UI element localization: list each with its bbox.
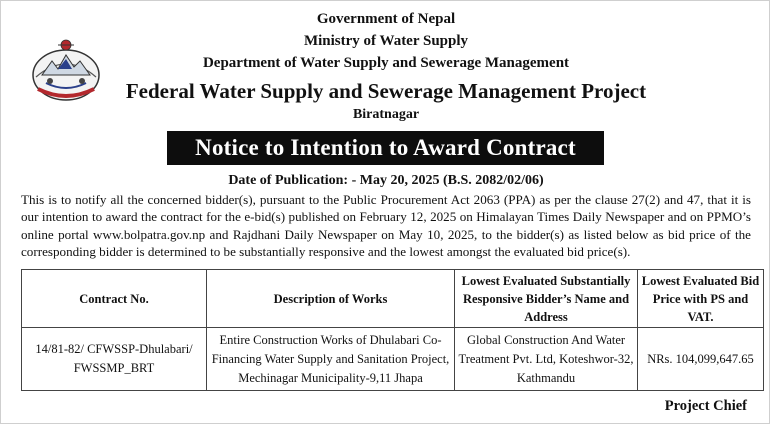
award-table: [21, 269, 764, 391]
table-header-row: [22, 270, 764, 328]
ministry-heading: Ministry of Water Supply: [303, 33, 469, 49]
cell-description: Entire Construction Works of Dhulabari Co-Financing Water Supply and Sanitation Project, Mechinagar Municipality-9,11 Jhapa: [207, 328, 455, 391]
notice-title-banner: Notice to Intention to Award Contract: [167, 131, 604, 165]
cell-contract-no: 14/81-82/ CFWSSP-Dhulabari/ FWSSMP_BRT: [22, 328, 207, 391]
project-title: Federal Water Supply and Sewerage Management Project: [125, 79, 647, 103]
notice-body-text: This is to notify all the concerned bidder(s), pursuant to the Public Procurement Act 2063 (PPA) as per the clause 27(2) and 47, that it is our intention to award the contract for the e-bid(s) published on February 12, 2025 on Himalayan Times Daily Newspaper and on PPMO’s online portal www.bolpatra.gov.np and Rajdhani Daily Newspaper on May 10, 2025, to the bidder(s) as listed below as bid price of the corresponding bidder is determined to be substantially responsive and the lowest amongst the evaluated bid price(s).: [21, 192, 751, 260]
header-contract-no: Contract No.: [22, 270, 207, 328]
location-heading: Biratnagar: [352, 107, 420, 122]
header-bid-price: Lowest Evaluated Bid Price with PS and VAT.: [638, 270, 764, 328]
department-heading: Department of Water Supply and Sewerage Management: [202, 55, 570, 71]
table-row: [22, 328, 764, 391]
cell-bid-price: NRs. 104,099,647.65: [638, 328, 764, 391]
publication-date: Date of Publication: - May 20, 2025 (B.S. 2082/02/06): [228, 173, 544, 188]
government-heading: Government of Nepal: [316, 11, 456, 27]
header-bidder: Lowest Evaluated Substantially Responsive Bidder’s Name and Address: [455, 270, 638, 328]
cell-bidder: Global Construction And Water Treatment Pvt. Ltd, Koteshwor-32, Kathmandu: [455, 328, 638, 391]
signature-title: Project Chief: [664, 398, 747, 414]
header-description: Description of Works: [207, 270, 455, 328]
